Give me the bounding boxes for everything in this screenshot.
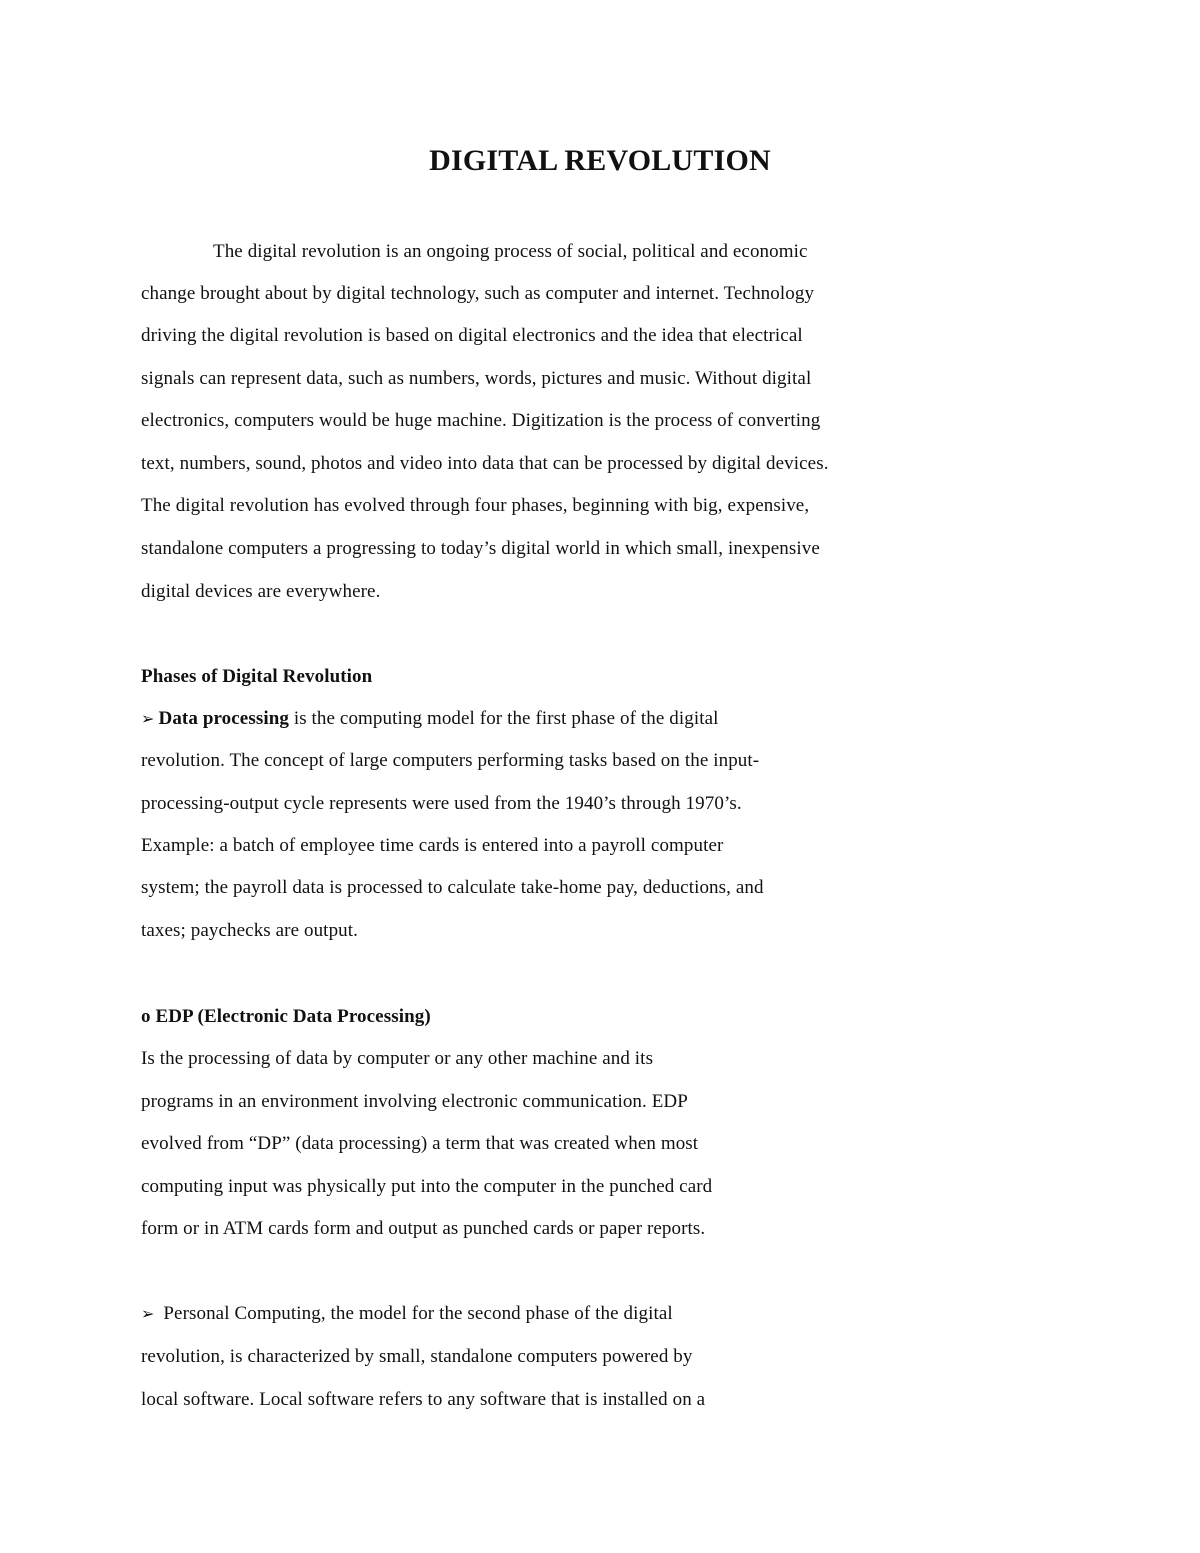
intro-line: The digital revolution is an ongoing process of social, political and economic	[213, 241, 808, 262]
document-title: DIGITAL REVOLUTION	[429, 144, 771, 177]
edp-line: computing input was physically put into the computer in the punched card	[141, 1176, 713, 1197]
edp-line: evolved from “DP” (data processing) a term that was created when most	[141, 1133, 699, 1154]
intro-line: The digital revolution has evolved through four phases, beginning with big, expensive,	[141, 495, 810, 516]
intro-line: driving the digital revolution is based on digital electronics and the idea that electrical	[141, 325, 803, 346]
edp-heading: o EDP (Electronic Data Processing)	[141, 1006, 431, 1027]
phase1-line: system; the payroll data is processed to calculate take-home pay, deductions, and	[141, 877, 764, 898]
intro-line: digital devices are everywhere.	[141, 581, 381, 602]
phase1-line: revolution. The concept of large computers performing tasks based on the input-	[141, 750, 760, 771]
phase2-first-line-text: Personal Computing, the model for the second phase of the digital	[158, 1303, 673, 1324]
edp-line: programs in an environment involving electronic communication. EDP	[141, 1091, 688, 1112]
phase2-first-line	[141, 1300, 673, 1328]
phases-heading: Phases of Digital Revolution	[141, 666, 373, 687]
phase1-first-line-rest: is the computing model for the first phase of the digital	[288, 708, 719, 729]
phase1-term: Data processing	[158, 708, 289, 729]
intro-line: text, numbers, sound, photos and video into data that can be processed by digital devices.	[141, 453, 829, 474]
phase1-line: Example: a batch of employee time cards is entered into a payroll computer	[141, 835, 724, 856]
arrow-bullet-icon: ➢	[141, 1304, 155, 1323]
intro-line: signals can represent data, such as numbers, words, pictures and music. Without digital	[141, 368, 812, 389]
intro-line: standalone computers a progressing to today’s digital world in which small, inexpensive	[141, 538, 820, 559]
intro-line: electronics, computers would be huge machine. Digitization is the process of converting	[141, 410, 821, 431]
arrow-bullet-icon: ➢	[141, 709, 155, 728]
phase1-first-line	[141, 705, 719, 733]
edp-line: form or in ATM cards form and output as punched cards or paper reports.	[141, 1218, 706, 1239]
intro-line: change brought about by digital technology, such as computer and internet. Technology	[141, 283, 815, 304]
phase2-line: local software. Local software refers to any software that is installed on a	[141, 1389, 706, 1410]
phase2-line: revolution, is characterized by small, standalone computers powered by	[141, 1346, 693, 1367]
edp-line: Is the processing of data by computer or any other machine and its	[141, 1048, 654, 1069]
phase1-line: processing-output cycle represents were used from the 1940’s through 1970’s.	[141, 793, 742, 814]
phase1-line: taxes; paychecks are output.	[141, 920, 358, 941]
